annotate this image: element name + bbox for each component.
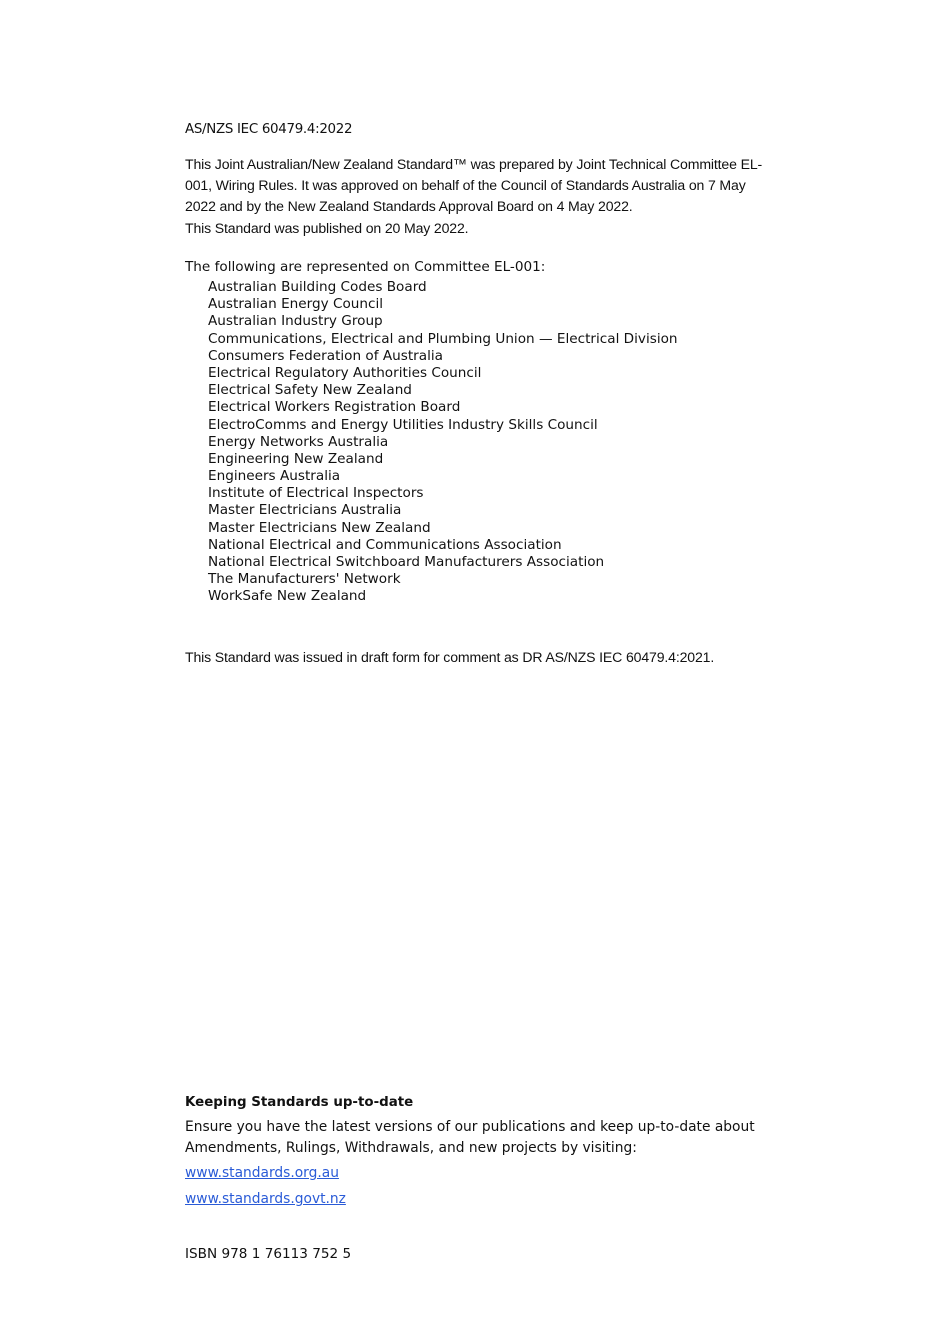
committee-member: Energy Networks Australia xyxy=(208,433,389,450)
draft-note: This Standard was issued in draft form for comment as DR AS/NZS IEC 60479.4:2021. xyxy=(185,649,715,665)
committee-member: Engineering New Zealand xyxy=(208,450,384,467)
committee-member: National Electrical Switchboard Manufacturers Association xyxy=(208,554,605,570)
committee-member: Communications, Electrical and Plumbing Union — Electrical Division xyxy=(208,330,678,347)
isbn: ISBN 978 1 76113 752 5 xyxy=(185,1246,352,1262)
committee-member: National Electrical and Communications Association xyxy=(208,536,562,553)
committee-member: Electrical Regulatory Authorities Council xyxy=(208,364,482,381)
keeping-up-to-date-heading: Keeping Standards up-to-date xyxy=(185,1095,414,1110)
committee-member: Australian Building Codes Board xyxy=(208,279,427,295)
preparation-note: This Joint Australian/New Zealand Standard™ was prepared by Joint Technical Committee EL-001, Wiring Rules. It was approved on behalf of the Council of Standards Australia on 7 May 2022 and by the New Zealand Standards Approval Board on 4 May 2022. xyxy=(185,156,763,214)
committee-member: The Manufacturers' Network xyxy=(208,571,401,588)
publication-note: This Standard was published on 20 May 2022. xyxy=(185,220,469,236)
committee-member: Master Electricians New Zealand xyxy=(208,519,431,536)
committee-member: WorkSafe New Zealand xyxy=(208,588,367,605)
committee-member: Electrical Workers Registration Board xyxy=(208,399,461,416)
standards-australia-link[interactable]: www.standards.org.au xyxy=(185,1165,339,1181)
committee-member: Electrical Safety New Zealand xyxy=(208,382,412,399)
committee-member: Australian Energy Council xyxy=(208,296,384,313)
committee-member: Consumers Federation of Australia xyxy=(208,347,443,364)
committee-intro: The following are represented on Committee EL-001: xyxy=(185,259,546,275)
standard-identifier: AS/NZS IEC 60479.4:2022 xyxy=(185,122,353,137)
committee-member: Australian Industry Group xyxy=(208,313,383,330)
standards-new-zealand-link[interactable]: www.standards.govt.nz xyxy=(185,1191,346,1207)
committee-member: Institute of Electrical Inspectors xyxy=(208,485,424,502)
keeping-up-to-date-body: Ensure you have the latest versions of our publications and keep up-to-date about Amendments, Rulings, Withdrawals, and new projects by visiting: xyxy=(185,1119,755,1156)
committee-member: Engineers Australia xyxy=(208,468,341,485)
committee-member: ElectroComms and Energy Utilities Industry Skills Council xyxy=(208,416,598,433)
committee-member: Master Electricians Australia xyxy=(208,502,402,519)
committee-member-list xyxy=(208,279,678,606)
